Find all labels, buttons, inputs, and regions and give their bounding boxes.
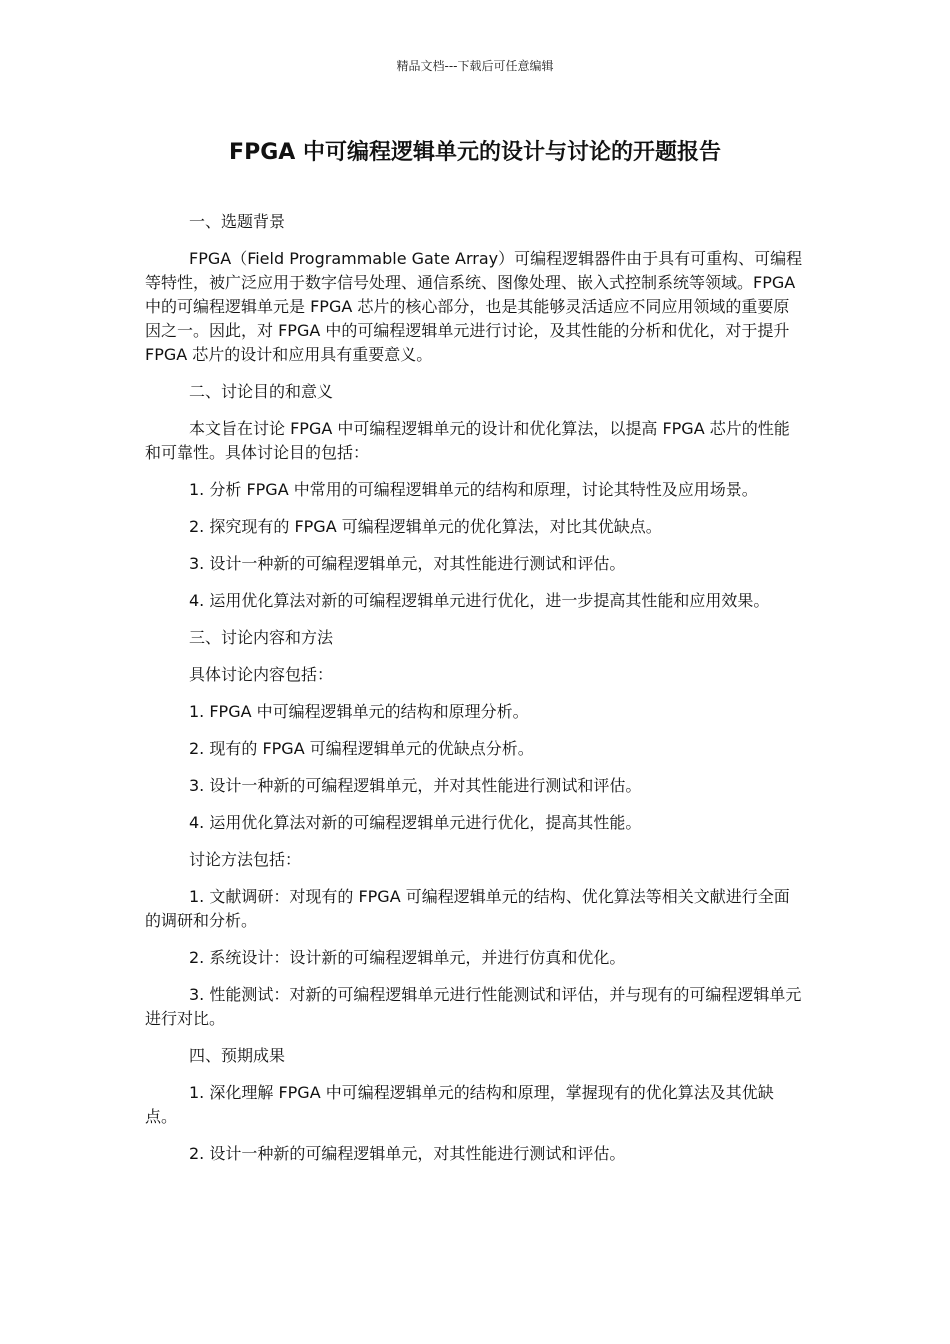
- document-title: FPGA 中可编程逻辑单元的设计与讨论的开题报告: [229, 140, 721, 165]
- content-item-2: 2. 现有的 FPGA 可编程逻辑单元的优缺点分析。: [189, 739, 534, 758]
- method-item-3: 3. 性能测试：对新的可编程逻辑单元进行性能测试和评估，并与现有的可编程逻辑单元进行对比。: [145, 985, 802, 1028]
- method-intro: 讨论方法包括：: [189, 850, 302, 869]
- content-item-1: 1. FPGA 中可编程逻辑单元的结构和原理分析。: [189, 702, 529, 721]
- content-item-3: 3. 设计一种新的可编程逻辑单元，并对其性能进行测试和评估。: [189, 776, 642, 795]
- section-heading-background: 一、选题背景: [189, 212, 286, 231]
- paragraph-purpose-intro: 本文旨在讨论 FPGA 中可编程逻辑单元的设计和优化算法，以提高 FPGA 芯片的性能和可靠性。具体讨论目的包括：: [145, 419, 790, 462]
- outcome-item-2: 2. 设计一种新的可编程逻辑单元，对其性能进行测试和评估。: [189, 1144, 626, 1163]
- section-heading-purpose: 二、讨论目的和意义: [189, 382, 334, 401]
- method-item-1: 1. 文献调研：对现有的 FPGA 可编程逻辑单元的结构、优化算法等相关文献进行全面的调研和分析。: [145, 887, 790, 930]
- purpose-item-3: 3. 设计一种新的可编程逻辑单元，对其性能进行测试和评估。: [189, 554, 626, 573]
- section-heading-content-method: 三、讨论内容和方法: [189, 628, 334, 647]
- header-note: 精品文档---下载后可任意编辑: [396, 59, 554, 73]
- method-item-2: 2. 系统设计：设计新的可编程逻辑单元，并进行仿真和优化。: [189, 948, 626, 967]
- document-body: [145, 210, 805, 1179]
- paragraph-background: FPGA（Field Programmable Gate Array）可编程逻辑器件由于具有可重构、可编程等特性，被广泛应用于数字信号处理、通信系统、图像处理、嵌入式控制系统等领域。FPGA 中的可编程逻辑单元是 FPGA 芯片的核心部分，也是其能够灵活适应不同应用领域的重要原因之一。因此，对 FPGA 中的可编程逻辑单元进行讨论，及其性能的分析和优化，对于提升 FPGA 芯片的设计和应用具有重要意义。: [145, 249, 803, 364]
- content-item-4: 4. 运用优化算法对新的可编程逻辑单元进行优化，提高其性能。: [189, 813, 642, 832]
- outcome-item-1: 1. 深化理解 FPGA 中可编程逻辑单元的结构和原理，掌握现有的优化算法及其优缺点。: [145, 1083, 774, 1126]
- purpose-item-2: 2. 探究现有的 FPGA 可编程逻辑单元的优化算法，对比其优缺点。: [189, 517, 662, 536]
- purpose-item-1: 1. 分析 FPGA 中常用的可编程逻辑单元的结构和原理，讨论其特性及应用场景。: [189, 480, 758, 499]
- content-intro: 具体讨论内容包括：: [189, 665, 334, 684]
- purpose-item-4: 4. 运用优化算法对新的可编程逻辑单元进行优化，进一步提高其性能和应用效果。: [189, 591, 770, 610]
- section-heading-outcomes: 四、预期成果: [189, 1046, 286, 1065]
